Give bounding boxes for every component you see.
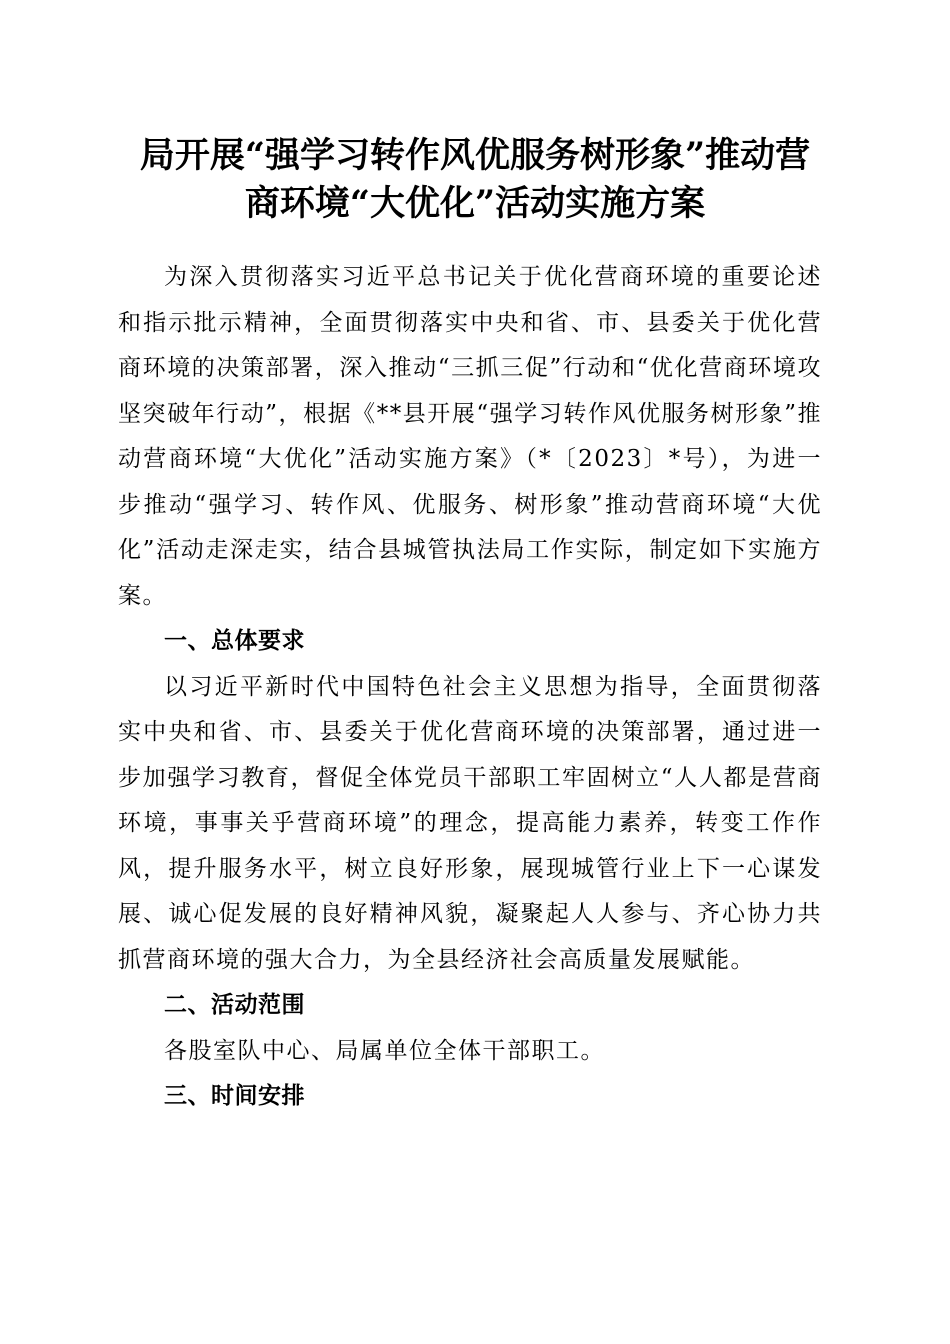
section-3-heading: 三、时间安排 bbox=[164, 1083, 305, 1109]
intro-paragraph: 为深入贯彻落实习近平总书记关于优化营商环境的重要论述和指示批示精神，全面贯彻落实中央和省、市、县委关于优化营商环境的决策部署，深入推动“三抓三促”行动和“优化营商环境攻坚突破年行动”，根据《**县开展“强学习转作风优服务树形象”推动营商环境“大优化”活动实施方案》（*〔2023〕*号），为进一步推动“强学习、转作风、优服务、树形象”推动营商环境“大优化”活动走深走实，结合县城管执法局工作实际，制定如下实施方案。 bbox=[118, 264, 822, 609]
section-2-heading: 二、活动范围 bbox=[164, 992, 305, 1018]
document-title bbox=[0, 132, 950, 228]
section-1-heading: 一、总体要求 bbox=[164, 628, 305, 654]
document-body bbox=[118, 255, 822, 1120]
section-1-paragraph: 以习近平新时代中国特色社会主义思想为指导，全面贯彻落实中央和省、市、县委关于优化营商环境的决策部署，通过进一步加强学习教育，督促全体党员干部职工牢固树立“人人都是营商环境，事事关乎营商环境”的理念，提高能力素养，转变工作作风，提升服务水平，树立良好形象，展现城管行业上下一心谋发展、诚心促发展的良好精神风貌，凝聚起人人参与、齐心协力共抓营商环境的强大合力，为全县经济社会高质量发展赋能。 bbox=[118, 673, 822, 973]
title-line-1: 局开展“强学习转作风优服务树形象”推动营 bbox=[139, 135, 811, 176]
title-line-2: 商环境“大优化”活动实施方案 bbox=[244, 183, 706, 224]
section-2-paragraph: 各股室队中心、局属单位全体干部职工。 bbox=[164, 1037, 605, 1064]
